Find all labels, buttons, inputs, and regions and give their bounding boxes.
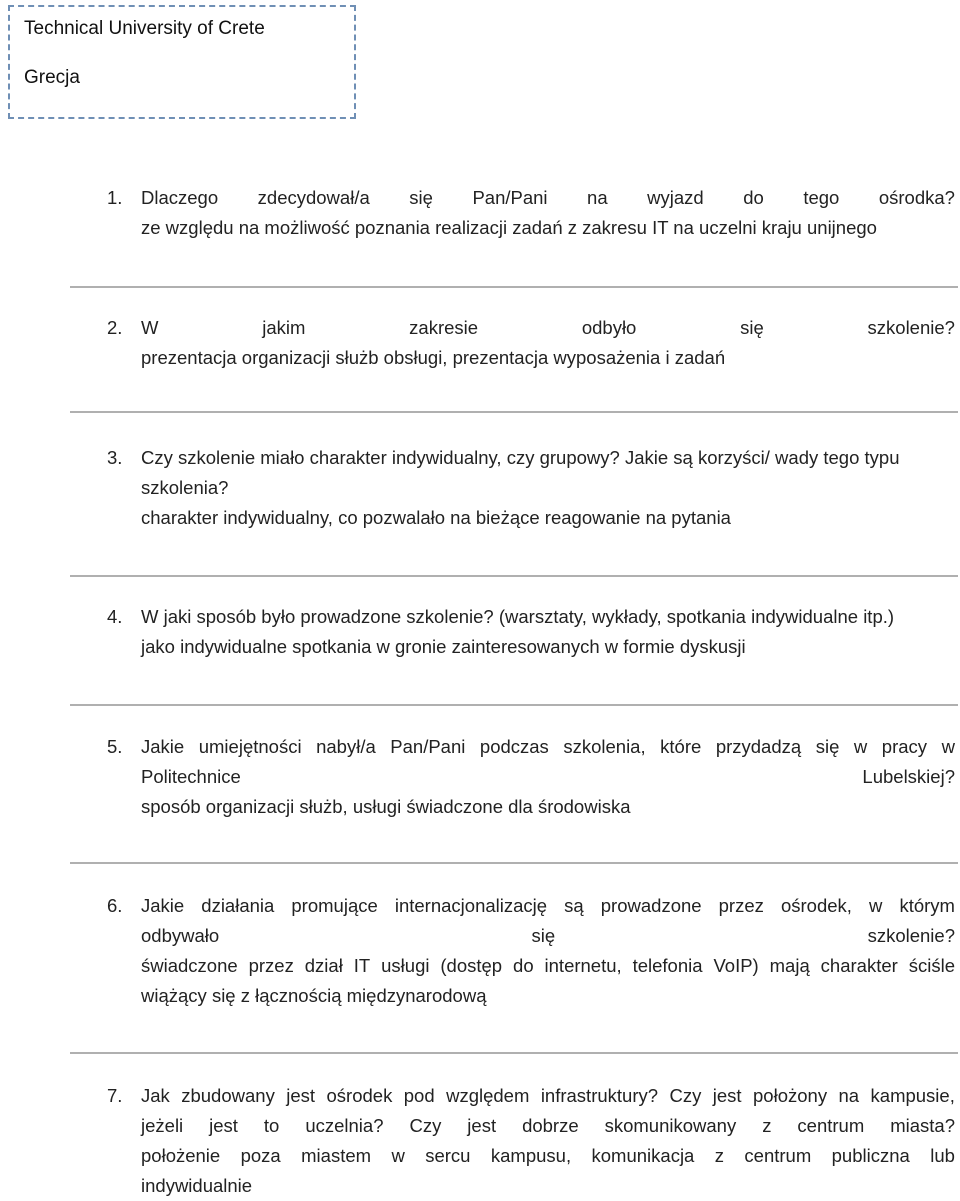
word: ośrodek, [780, 895, 852, 916]
word: mają [769, 955, 810, 976]
word: jeżeli [141, 1115, 184, 1136]
word: odbywało [141, 925, 220, 946]
word: zakresie [409, 317, 479, 338]
question-number: 2. [107, 317, 123, 338]
answer-text: charakter indywidualny, co pozwalało na bieżące reagowanie na pytania [141, 507, 731, 528]
word: odbyło [581, 317, 637, 338]
word: komunikacja [591, 1145, 695, 1166]
separator [70, 1052, 958, 1054]
separator [70, 704, 958, 706]
word: Pan/Pani [472, 187, 548, 208]
word: centrum [797, 1115, 865, 1136]
word: przydadzą [715, 736, 802, 757]
answer-text: sposób organizacji służb, usługi świadczone dla środowiska [141, 796, 631, 817]
word: centrum [744, 1145, 812, 1166]
word: do [743, 187, 764, 208]
word: położenie [141, 1145, 221, 1166]
question-number: 6. [107, 895, 123, 916]
word: internetu, [544, 955, 622, 976]
word: dobrze [522, 1115, 579, 1136]
separator [70, 286, 958, 288]
word: zbudowany [181, 1085, 275, 1106]
question-text-continued: szkolenia? [141, 477, 229, 498]
word: jakim [262, 317, 306, 338]
word: Jakie [141, 736, 185, 757]
question-number: 7. [107, 1085, 123, 1106]
word: szkolenia, [563, 736, 646, 757]
word: infrastruktury? [540, 1085, 659, 1106]
question-2 [107, 313, 955, 373]
word: Politechnice [141, 766, 241, 787]
word: jest [712, 1085, 742, 1106]
answer-text-continued: wiążący się z łącznością międzynarodową [141, 985, 487, 1006]
word: publiczna [831, 1145, 910, 1166]
word: z [714, 1145, 724, 1166]
word: względem [446, 1085, 530, 1106]
word: Jak [141, 1085, 170, 1106]
word: jest [286, 1085, 316, 1106]
word: wyjazd [647, 187, 704, 208]
separator [70, 411, 958, 413]
question-1 [107, 183, 955, 243]
question-number: 4. [107, 606, 123, 627]
question-6 [107, 891, 955, 1011]
word: jest [209, 1115, 238, 1136]
word: które [660, 736, 702, 757]
word: ośrodka? [878, 187, 955, 208]
word: lub [930, 1145, 955, 1166]
separator [70, 575, 958, 577]
word: pod [403, 1085, 435, 1106]
word: przez [718, 895, 764, 916]
word: nabył/a [316, 736, 376, 757]
word: jest [467, 1115, 497, 1136]
word: Dlaczego [141, 187, 219, 208]
word: internacjonalizację [394, 895, 548, 916]
word: Pan/Pani [390, 736, 466, 757]
word: telefonia [632, 955, 703, 976]
word: tego [803, 187, 840, 208]
header-box [8, 5, 356, 119]
answer-text: jako indywidualne spotkania w gronie zainteresowanych w formie dyskusji [141, 636, 746, 657]
question-text-continued [141, 921, 955, 951]
word: kampusie, [870, 1085, 955, 1106]
question-number: 1. [107, 187, 123, 208]
word: są [564, 895, 584, 916]
answer-text: prezentacja organizacji służb obsługi, prezentacja wyposażenia i zadań [141, 347, 726, 368]
question-number: 5. [107, 736, 123, 757]
word: podczas [479, 736, 549, 757]
word: (dostęp [440, 955, 503, 976]
question-number: 3. [107, 447, 123, 468]
word: miastem [301, 1145, 372, 1166]
answer-text-continued: indywidualnie [141, 1175, 253, 1196]
question-text: Czy szkolenie miało charakter indywidualny, czy grupowy? Jakie są korzyści/ wady tego typu [141, 447, 900, 468]
question-text-continued [141, 1111, 955, 1141]
word: szkolenie? [867, 317, 955, 338]
word: VoIP) [713, 955, 759, 976]
country-name: Grecja [24, 67, 80, 88]
word: Jakie [141, 895, 185, 916]
word: do [513, 955, 534, 976]
question-4 [107, 602, 955, 662]
word: ośrodek [326, 1085, 393, 1106]
word: Lubelskiej? [862, 766, 955, 787]
word: kampusu, [490, 1145, 572, 1166]
word: prowadzone [600, 895, 702, 916]
word: na [838, 1085, 860, 1106]
separator [70, 862, 958, 864]
word: się [815, 736, 840, 757]
question-text [141, 1081, 955, 1111]
question-text [141, 891, 955, 921]
word: szkolenie? [867, 925, 955, 946]
word: to [263, 1115, 280, 1136]
word: sercu [425, 1145, 471, 1166]
question-text-continued [141, 762, 955, 792]
word: się [409, 187, 433, 208]
word: którym [899, 895, 955, 916]
question-3 [107, 443, 955, 533]
word: się [531, 925, 556, 946]
question-text: W jaki sposób było prowadzone szkolenie? (warsztaty, wykłady, spotkania indywidualne itp.) [141, 606, 895, 627]
answer-text [141, 1141, 955, 1171]
word: charakter [820, 955, 898, 976]
word: IT [353, 955, 371, 976]
question-text [141, 732, 955, 762]
word: uczelnia? [305, 1115, 384, 1136]
answer-text [141, 951, 955, 981]
word: promujące [291, 895, 378, 916]
word: W [141, 317, 159, 338]
word: Czy [409, 1115, 442, 1136]
word: działania [201, 895, 275, 916]
word: w [391, 1145, 405, 1166]
word: się [740, 317, 764, 338]
word: usługi [381, 955, 430, 976]
word: umiejętności [198, 736, 302, 757]
word: świadczone [141, 955, 238, 976]
word: położony [753, 1085, 828, 1106]
answer-text: ze względu na możliwość poznania realizacji zadań z zakresu IT na uczelni kraju unijnego [141, 217, 877, 238]
word: w [941, 736, 955, 757]
word: zdecydował/a [257, 187, 370, 208]
question-5 [107, 732, 955, 822]
word: pracy [881, 736, 928, 757]
question-7 [107, 1081, 955, 1201]
question-text [141, 313, 955, 343]
word: ściśle [908, 955, 955, 976]
word: skomunikowany [604, 1115, 737, 1136]
word: w [853, 736, 868, 757]
question-text [141, 183, 955, 213]
word: miasta? [890, 1115, 955, 1136]
word: z [762, 1115, 772, 1136]
word: dział [304, 955, 343, 976]
word: na [587, 187, 608, 208]
word: poza [240, 1145, 281, 1166]
word: przez [248, 955, 294, 976]
word: Czy [669, 1085, 702, 1106]
university-name: Technical University of Crete [24, 18, 265, 39]
word: w [869, 895, 883, 916]
